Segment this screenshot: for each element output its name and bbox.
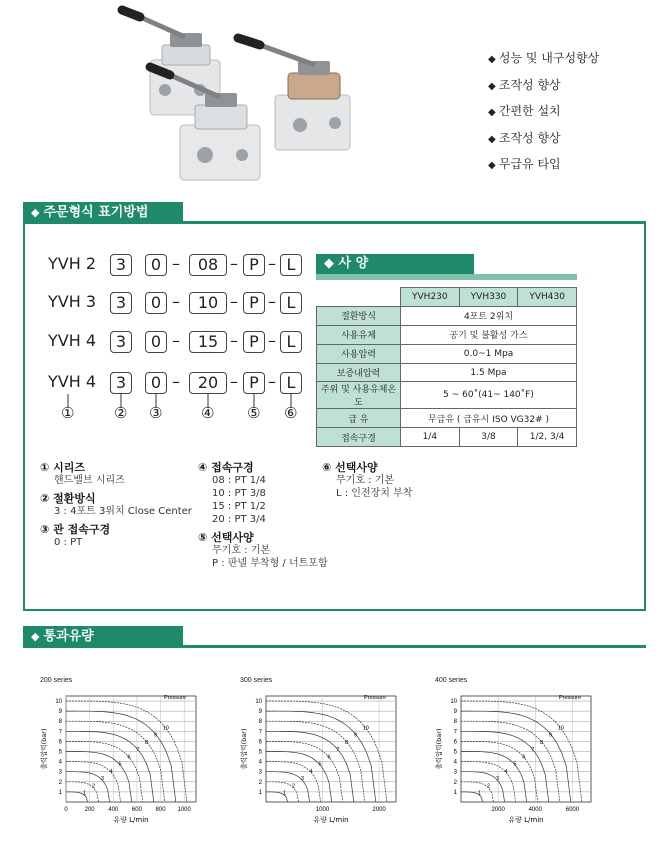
x-tick-label: 4000 — [528, 807, 542, 813]
marker-connectors — [48, 394, 308, 414]
order-code-table — [48, 254, 308, 414]
y-tick-label: 10 — [450, 699, 457, 706]
y-tick-label: 8 — [258, 719, 262, 726]
y-tick-label: 6 — [453, 739, 457, 746]
column-header: YVH330 — [459, 288, 518, 307]
column-header: YVH430 — [518, 288, 577, 307]
y-tick-label: 7 — [58, 729, 62, 736]
row-value: 4포트 2위치 — [401, 306, 577, 325]
code-box: 20 — [189, 372, 227, 394]
y-tick-label: 6 — [258, 739, 262, 746]
row-value: 1/4 — [401, 428, 460, 447]
curve-label: 2 — [487, 783, 491, 790]
code-box: 3 — [110, 372, 132, 394]
code-box: L — [280, 372, 302, 394]
code-box: 0 — [145, 292, 167, 314]
chart-svg — [425, 672, 605, 842]
curve-label: 5 — [318, 761, 322, 768]
model-code: YVH 2 — [48, 254, 97, 273]
code-box: L — [280, 292, 302, 314]
curve-label: 1 — [283, 790, 287, 797]
row-value: 1/2, 3/4 — [518, 428, 577, 447]
feature-item: ◆ 무급유 타입 — [488, 152, 599, 179]
code-box: 15 — [189, 331, 227, 353]
separator-dash: – — [268, 292, 276, 311]
separator-dash: – — [172, 331, 180, 350]
separator-dash: – — [172, 254, 180, 273]
code-box: 3 — [110, 254, 132, 276]
note-body: 3 : 4포트 3위치 Close Center — [54, 506, 192, 517]
curve-label: 10 — [162, 725, 169, 732]
product-photo — [110, 5, 370, 195]
y-axis-label: 출력압력(bar) — [240, 728, 248, 770]
x-tick-label: 200 — [84, 807, 95, 813]
separator-dash: – — [172, 292, 180, 311]
row-label: 접속구경 — [317, 428, 401, 447]
curve-label: 10 — [557, 725, 564, 732]
code-box: 0 — [145, 372, 167, 394]
y-tick-label: 3 — [258, 769, 262, 776]
y-tick-label: 10 — [55, 699, 62, 706]
code-box: P — [243, 254, 265, 276]
y-tick-label: 9 — [58, 709, 62, 716]
pressure-annotation: Pressure — [364, 695, 387, 702]
feature-item: ◆ 간편한 설치 — [488, 99, 599, 126]
section-divider — [23, 645, 646, 648]
pressure-curve — [66, 731, 154, 802]
row-value: 3/8 — [459, 428, 518, 447]
y-tick-label: 2 — [453, 779, 457, 786]
table-header-row — [317, 288, 577, 307]
curve-label: 6 — [127, 754, 131, 761]
feature-item: ◆ 조작성 향상 — [488, 73, 599, 100]
y-tick-label: 8 — [58, 719, 62, 726]
curve-label: 8 — [145, 739, 149, 746]
separator-dash: – — [230, 331, 238, 350]
row-label: 절환방식 — [317, 306, 401, 325]
row-value: 1.5 Mpa — [401, 363, 577, 382]
feature-item: ◆ 성능 및 내구성향상 — [488, 46, 599, 73]
marker-1: ① — [61, 404, 75, 422]
note-body: 0 : PT — [54, 537, 83, 548]
y-tick-label: 7 — [453, 729, 457, 736]
curve-label: 7 — [136, 747, 140, 754]
note-heading: ② 절환방식 — [40, 492, 96, 505]
row-label: 사용유체 — [317, 325, 401, 344]
separator-dash: – — [172, 372, 180, 391]
table-row — [317, 382, 577, 409]
note-heading: ⑥ 선택사양 — [322, 461, 378, 474]
note-heading: ④ 접속구경 — [198, 461, 254, 474]
curve-label: 8 — [345, 739, 349, 746]
pressure-curve — [461, 731, 549, 802]
notes-column-2 — [198, 456, 328, 570]
marker-2: ② — [114, 404, 128, 422]
chart-svg — [230, 672, 410, 842]
marker-5: ⑤ — [247, 404, 261, 422]
y-axis-label: 출력압력(bar) — [435, 728, 443, 770]
separator-dash: – — [230, 254, 238, 273]
x-tick-label: 2000 — [491, 807, 505, 813]
order-row — [48, 331, 308, 353]
x-tick-label: 2000 — [372, 807, 386, 813]
curve-label: 9 — [548, 732, 552, 739]
curve-label: 4 — [309, 768, 313, 775]
table-row — [317, 325, 577, 344]
row-label: 사용압력 — [317, 344, 401, 363]
curve-label: 9 — [353, 732, 357, 739]
row-value: 공기 및 불활성 가스 — [401, 325, 577, 344]
table-corner — [317, 288, 401, 307]
note-heading: ⑤ 선택사양 — [198, 531, 254, 544]
table-row — [317, 306, 577, 325]
chart-svg — [30, 672, 210, 842]
spec-bar — [316, 274, 577, 280]
note-body: 10 : PT 3/8 — [212, 488, 266, 499]
chart-title: 200 series — [40, 677, 73, 684]
plot-frame — [461, 696, 591, 802]
y-tick-label: 9 — [453, 709, 457, 716]
x-tick-label: 1000 — [315, 807, 330, 813]
note-body: 무기호 : 기본 — [212, 545, 271, 556]
note-body: 핸드밸브 시리즈 — [54, 475, 125, 486]
curve-label: 5 — [118, 761, 122, 768]
x-tick-label: 6000 — [565, 807, 580, 813]
model-code: YVH 4 — [48, 372, 97, 391]
x-tick-label: 400 — [108, 807, 119, 813]
marker-3: ③ — [149, 404, 163, 422]
flow-section-title: 통과유량 — [43, 629, 94, 644]
row-label: 보증내압력 — [317, 363, 401, 382]
separator-dash: – — [230, 292, 238, 311]
x-tick-label: 800 — [155, 807, 166, 813]
x-axis-label: 유량 L/min — [113, 816, 149, 824]
note-body: 20 : PT 3/4 — [212, 514, 266, 525]
separator-dash: – — [268, 254, 276, 273]
code-box: P — [243, 292, 265, 314]
order-row — [48, 372, 308, 394]
pressure-curve — [266, 711, 376, 802]
row-value: 무급유 ( 급유시 ISO VG32# ) — [401, 409, 577, 428]
x-tick-label: 600 — [131, 807, 142, 813]
chart-title: 400 series — [435, 677, 468, 684]
table-row — [317, 409, 577, 428]
y-tick-label: 2 — [58, 779, 62, 786]
curve-label: 4 — [504, 768, 508, 775]
row-value: 0.0~1 Mpa — [401, 344, 577, 363]
note-heading: ① 시리즈 — [40, 461, 86, 474]
diamond-icon: ◆ — [31, 206, 40, 219]
code-box: 08 — [189, 254, 227, 276]
x-axis-label: 유량 L/min — [508, 816, 544, 824]
y-tick-label: 8 — [453, 719, 457, 726]
code-box: 0 — [145, 254, 167, 276]
y-tick-label: 4 — [58, 759, 62, 766]
code-box: 10 — [189, 292, 227, 314]
y-tick-label: 7 — [258, 729, 262, 736]
y-tick-label: 4 — [453, 759, 457, 766]
y-tick-label: 5 — [453, 749, 457, 756]
feature-item: ◆ 조작성 향상 — [488, 126, 599, 153]
model-code: YVH 3 — [48, 292, 97, 311]
curve-label: 3 — [495, 776, 499, 783]
separator-dash: – — [230, 372, 238, 391]
curve-label: 10 — [362, 725, 369, 732]
y-tick-label: 3 — [453, 769, 457, 776]
curve-label: 2 — [292, 783, 296, 790]
y-tick-label: 9 — [258, 709, 262, 716]
spec-table — [316, 287, 577, 447]
x-axis-label: 유량 L/min — [313, 816, 349, 824]
curve-label: 2 — [92, 783, 96, 790]
model-code: YVH 4 — [48, 331, 97, 350]
curve-label: 3 — [300, 776, 304, 783]
code-box: L — [280, 254, 302, 276]
y-tick-label: 6 — [58, 739, 62, 746]
code-box: 3 — [110, 292, 132, 314]
curve-label: 3 — [100, 776, 104, 783]
plot-frame — [266, 696, 396, 802]
y-tick-label: 4 — [258, 759, 262, 766]
spec-title: 사 양 — [338, 256, 369, 271]
feature-list — [488, 46, 599, 179]
diamond-icon: ◆ — [31, 630, 40, 643]
marker-4: ④ — [201, 404, 215, 422]
order-section-title: 주문형식 표기방법 — [43, 205, 149, 220]
y-tick-label: 3 — [58, 769, 62, 776]
note-body: 무기호 : 기본 — [336, 475, 395, 486]
curve-label: 7 — [336, 747, 340, 754]
y-tick-label: 2 — [258, 779, 262, 786]
curve-label: 6 — [522, 754, 526, 761]
column-header: YVH230 — [401, 288, 460, 307]
flow-chart-400 — [425, 672, 605, 846]
table-row — [317, 344, 577, 363]
note-body: 15 : PT 1/2 — [212, 501, 266, 512]
marker-6: ⑥ — [284, 404, 298, 422]
y-tick-label: 5 — [258, 749, 262, 756]
note-heading: ③ 관 접속구경 — [40, 523, 111, 536]
y-tick-label: 1 — [258, 789, 262, 796]
curve-label: 7 — [531, 747, 535, 754]
note-body: 08 : PT 1/4 — [212, 475, 266, 486]
order-row — [48, 292, 308, 314]
curve-label: 1 — [478, 790, 482, 797]
curve-label: 5 — [513, 761, 517, 768]
curve-label: 4 — [109, 768, 113, 775]
plot-frame — [66, 696, 196, 802]
row-label: 급 유 — [317, 409, 401, 428]
flow-chart-300 — [230, 672, 410, 846]
notes-column-3 — [322, 456, 472, 500]
row-label: 주위 및 사용유체온도 — [317, 382, 401, 409]
y-axis-label: 출력압력(bar) — [40, 728, 48, 770]
y-tick-label: 1 — [453, 789, 457, 796]
pressure-annotation: Pressure — [559, 695, 582, 702]
order-row — [48, 254, 308, 276]
row-value: 5 ~ 60˚(41~ 140˚F) — [401, 382, 577, 409]
code-box: L — [280, 331, 302, 353]
y-tick-label: 5 — [58, 749, 62, 756]
y-tick-label: 1 — [58, 789, 62, 796]
table-row — [317, 363, 577, 382]
x-tick-label: 1000 — [177, 807, 191, 813]
curve-label: 1 — [83, 790, 87, 797]
flow-chart-200 — [30, 672, 210, 846]
table-row — [317, 428, 577, 447]
code-box: 3 — [110, 331, 132, 353]
note-body: L : 인전장치 부착 — [336, 488, 413, 499]
curve-label: 8 — [540, 739, 544, 746]
pressure-curve — [266, 731, 354, 802]
code-box: P — [243, 372, 265, 394]
separator-dash: – — [268, 372, 276, 391]
curve-label: 9 — [153, 732, 157, 739]
separator-dash: – — [268, 331, 276, 350]
spec-header — [316, 254, 474, 274]
code-box: 0 — [145, 331, 167, 353]
notes-column-1 — [40, 456, 200, 549]
diamond-icon: ◆ — [324, 256, 339, 271]
y-tick-label: 10 — [255, 699, 262, 706]
pressure-annotation: Pressure — [164, 695, 187, 702]
pressure-curve — [66, 711, 176, 802]
pressure-curve — [461, 711, 571, 802]
x-tick-label: 0 — [64, 807, 68, 813]
note-body: P : 판넬 부착형 / 너트포함 — [212, 558, 328, 569]
chart-title: 300 series — [240, 677, 273, 684]
curve-label: 6 — [327, 754, 331, 761]
code-box: P — [243, 331, 265, 353]
